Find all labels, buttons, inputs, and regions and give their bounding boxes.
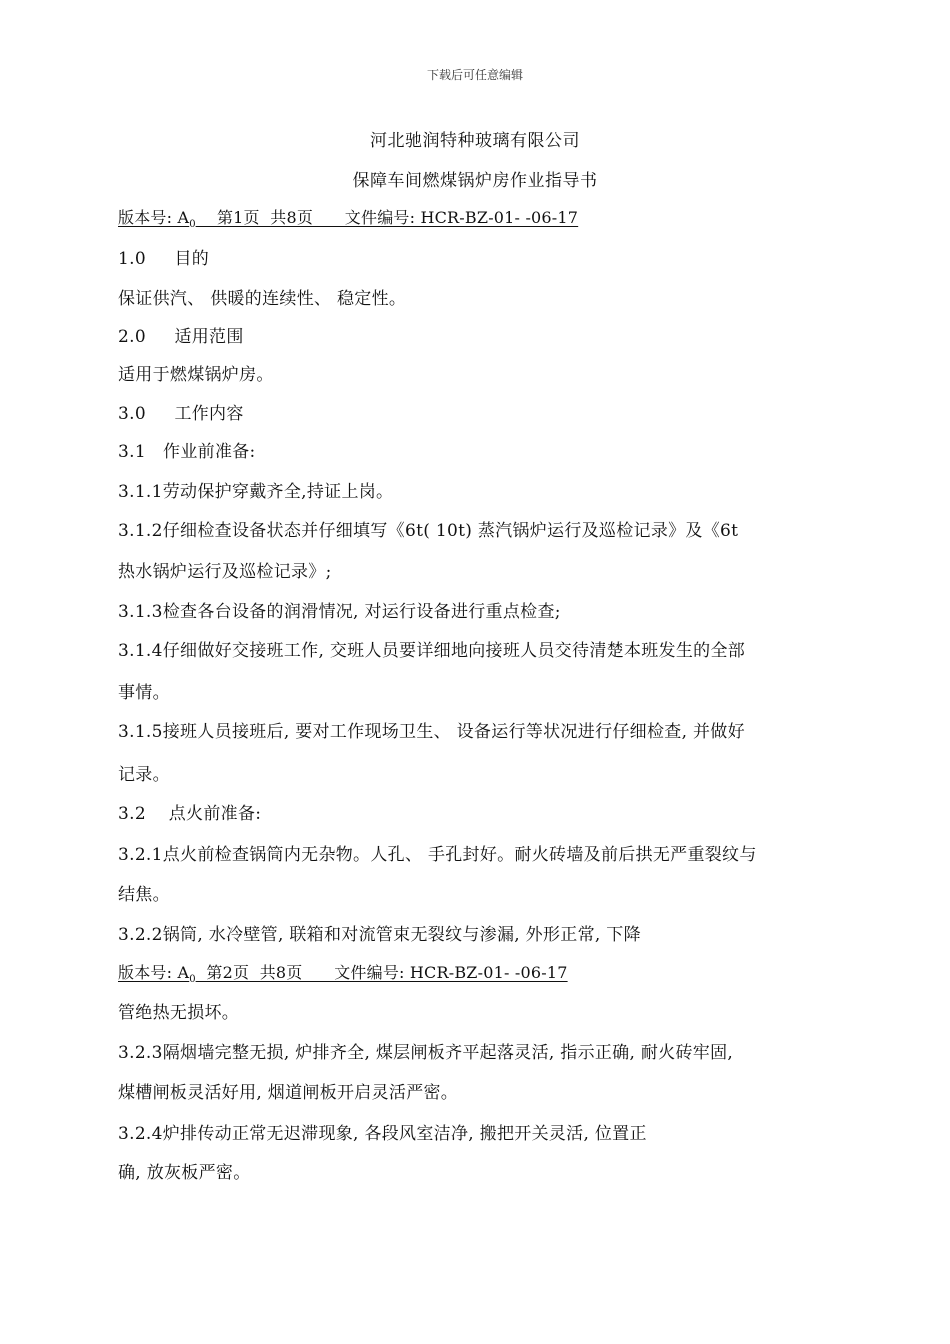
version-subscript: 0 [189,974,196,986]
paragraph: 3.1.3检查各台设备的润滑情况, 对运行设备进行重点检查; [118,602,561,622]
paragraph: 保证供汽、 供暖的连续性、 稳定性。 [118,289,407,309]
paragraph: 3.1.1劳动保护穿戴齐全,持证上岗。 [118,482,394,502]
paragraph: 3.2.2锅筒, 水冷壁管, 联箱和对流管束无裂纹与渗漏, 外形正常, 下降 [118,925,641,945]
paragraph: 管绝热无损坏。 [118,1003,240,1023]
paragraph: 3.2.4炉排传动正常无迟滞现象, 各段风室洁净, 搬把开关灵活, 位置正 [118,1124,647,1144]
version-subscript: 0 [189,219,196,231]
paragraph: 事情。 [118,683,170,703]
paragraph: 记录。 [118,765,170,785]
paragraph: 3.1.5接班人员接班后, 要对工作现场卫生、 设备运行等状况进行仔细检查, 并做好 [118,722,745,742]
paragraph: 3.2.1点火前检查锅筒内无杂物。人孔、 手孔封好。耐火砖墙及前后拱无严重裂纹与 [118,845,757,865]
page-header-1 [118,205,578,230]
version-label: 版本号: A [118,963,190,982]
document-title: 保障车间燃煤锅炉房作业指导书 [352,171,598,191]
page-header-2 [118,960,568,985]
paragraph: 3.1.4仔细做好交接班工作, 交班人员要详细地向接班人员交待清楚本班发生的全部 [118,641,746,661]
paragraph: 3.1.2仔细检查设备状态并仔细填写《6t( 10t) 蒸汽锅炉运行及巡检记录》及《6t [118,521,739,541]
paragraph: 结焦。 [118,885,170,905]
section-heading: 1.0 目的 [118,249,210,269]
paragraph: 适用于燃煤锅炉房。 [118,365,274,385]
company-name: 河北驰润特种玻璃有限公司 [370,131,580,151]
paragraph: 确, 放灰板严密。 [118,1163,251,1183]
page-info: 第2页 共8页 文件编号: HCR-BZ-01- -06-17 [195,963,568,982]
page-info: 第1页 共8页 文件编号: HCR-BZ-01- -06-17 [195,208,579,227]
paragraph: 3.2.3隔烟墙完整无损, 炉排齐全, 煤层闸板齐平起落灵活, 指示正确, 耐火砖牢固, [118,1043,734,1063]
section-heading: 3.0 工作内容 [118,404,244,424]
paragraph: 热水锅炉运行及巡检记录》; [118,562,332,582]
paragraph: 煤槽闸板灵活好用, 烟道闸板开启灵活严密。 [118,1083,459,1103]
version-label: 版本号: A [118,208,190,227]
section-heading: 2.0 适用范围 [118,327,244,347]
watermark-text: 下载后可任意编辑 [426,68,523,82]
subsection-heading: 3.1 作业前准备: [118,442,256,462]
subsection-heading: 3.2 点火前准备: [118,804,262,824]
